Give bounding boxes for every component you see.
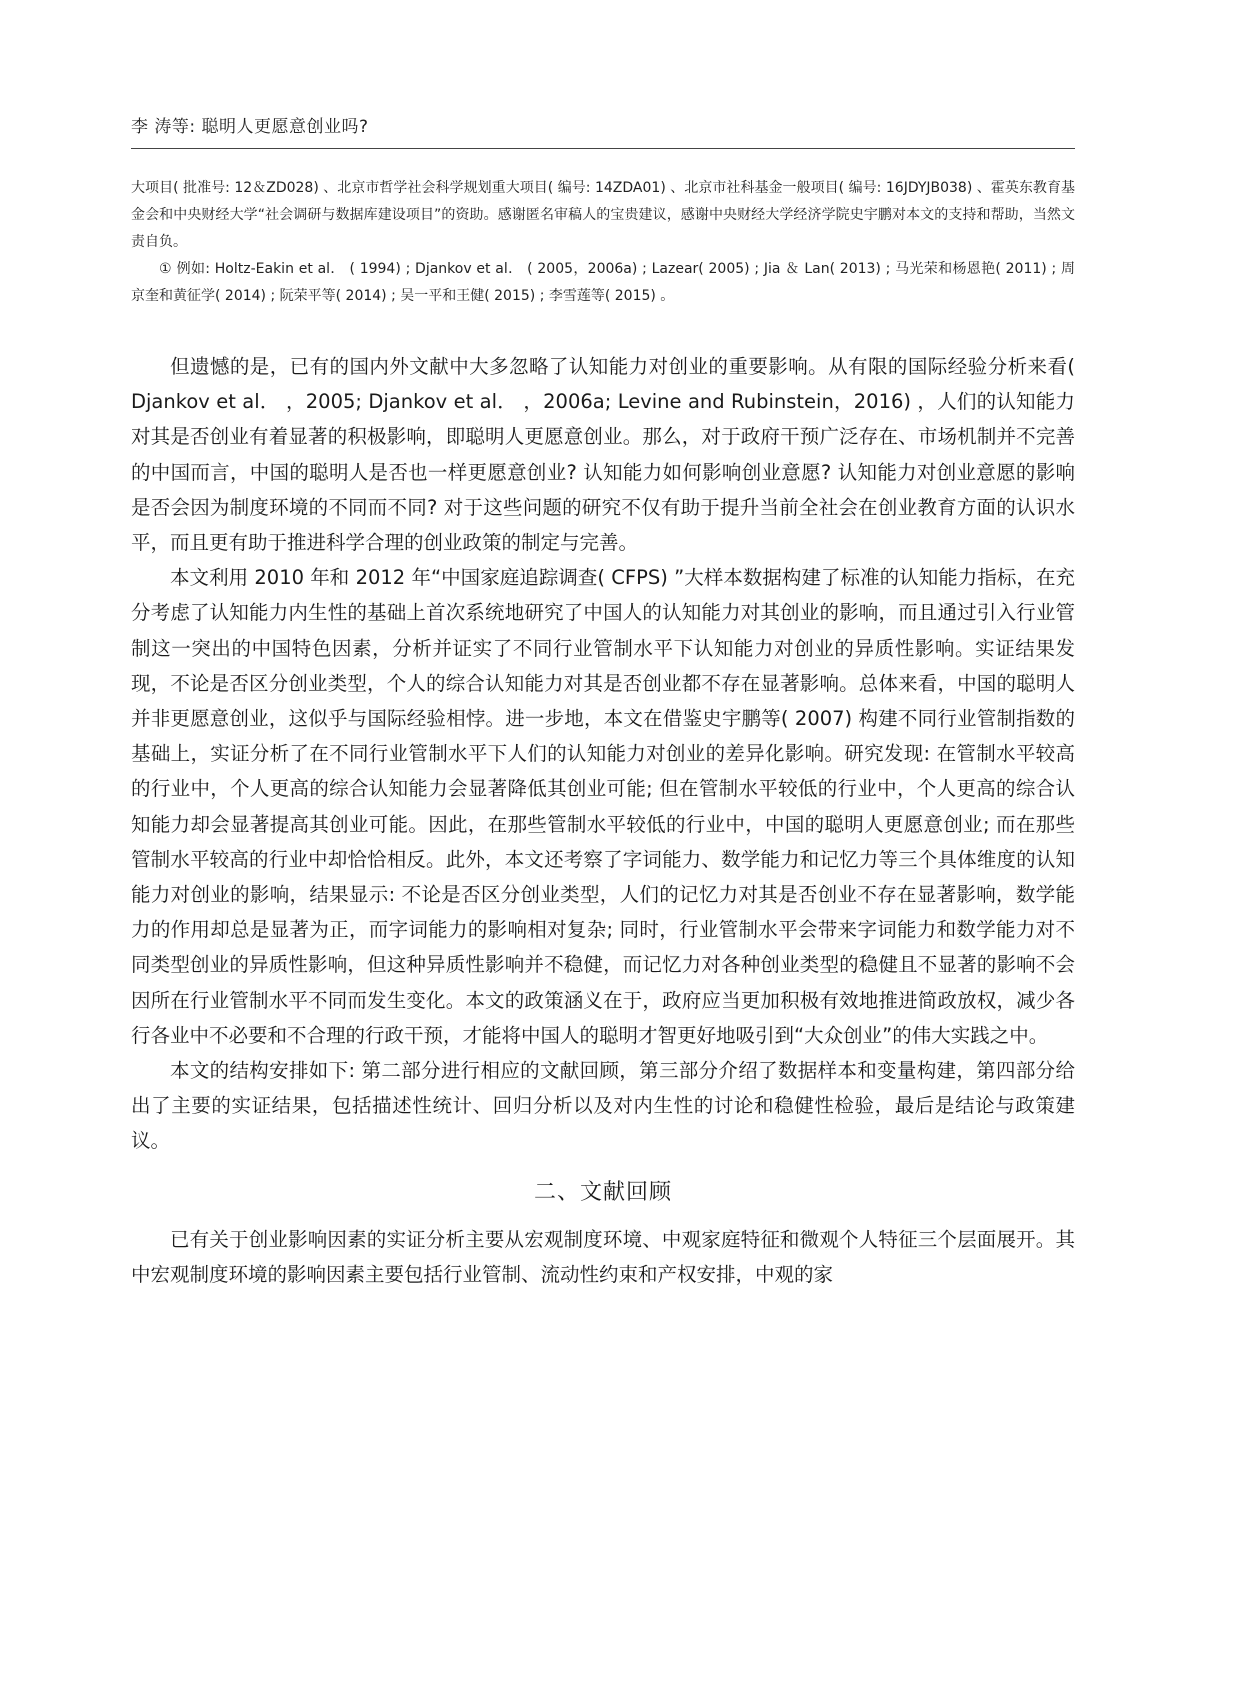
footnote-1: ① 例如: Holtz-Eakin et al． ( 1994) ; Djankov et al． ( 2005，2006a) ; Lazear( 2005) ; Jia ＆ Lan( 2013) ; 马光荣和杨恩艳( 2011) ; 周京奎和黄征学( 2014) ; 阮荣平等( 2014) ; 吴一平和王健( 2015) ; 李雪莲等( 2015) 。: [131, 261, 1075, 304]
paragraph-4: 已有关于创业影响因素的实证分析主要从宏观制度环境、中观家庭特征和微观个人特征三个层面展开。其中宏观制度环境的影响因素主要包括行业管制、流动性约束和产权安排，中观的家: [131, 1227, 1075, 1287]
footnotes: [131, 175, 1075, 310]
running-header: 李 涛等: 聪明人更愿意创业吗?: [131, 117, 369, 137]
header-rule: [131, 148, 1075, 149]
paragraph-2: 本文利用 2010 年和 2012 年“中国家庭追踪调查( CFPS) ”大样本数据构建了标准的认知能力指标，在充分考虑了认知能力内生性的基础上首次系统地研究了中国人的认知能力对其创业的影响，而且通过引入行业管制这一突出的中国特色因素，分析并证实了不同行业管制水平下认知能力对创业的异质性影响。实证结果发现，不论是否区分创业类型，个人的综合认知能力对其是否创业都不存在显著影响。总体来看，中国的聪明人并非更愿意创业，这似乎与国际经验相悖。进一步地，本文在借鉴史宇鹏等( 2007) 构建不同行业管制指数的基础上，实证分析了在不同行业管制水平下人们的认知能力对创业的差异化影响。研究发现: 在管制水平较高的行业中，个人更高的综合认知能力会显著降低其创业可能; 但在管制水平较低的行业中，个人更高的综合认知能力却会显著提高其创业可能。因此，在那些管制水平较低的行业中，中国的聪明人更愿意创业; 而在那些管制水平较高的行业中却恰恰相反。此外，本文还考察了字词能力、数学能力和记忆力等三个具体维度的认知能力对创业的影响，结果显示: 不论是否区分创业类型，人们的记忆力对其是否创业不存在显著影响，数学能力的作用却总是显著为正，而字词能力的影响相对复杂; 同时，行业管制水平会带来字词能力和数学能力对不同类型创业的异质性影响，但这种异质性影响并不稳健，而记忆力对各种创业类型的稳健且不显著的影响不会因所在行业管制水平不同而发生变化。本文的政策涵义在于，政府应当更加积极有效地推进简政放权，减少各行各业中不必要和不合理的行政干预，才能将中国人的聪明才智更好地吸引到“大众创业”的伟大实践之中。: [131, 566, 1075, 1047]
section-title: 二、文献回顾: [533, 1179, 672, 1205]
paragraph-1: 但遗憾的是，已有的国内外文献中大多忽略了认知能力对创业的重要影响。从有限的国际经验分析来看( Djankov et al． ，2005; Djankov et al． ，2006a; Levine and Rubinstein，2016) ，人们的认知能力对其是否创业有着显著的积极影响，即聪明人更愿意创业。那么，对于政府干预广泛存在、市场机制并不完善的中国而言，中国的聪明人是否也一样更愿意创业? 认知能力如何影响创业意愿? 认知能力对创业意愿的影响是否会因为制度环境的不同而不同? 对于这些问题的研究不仅有助于提升当前全社会在创业教育方面的认识水平，而且更有助于推进科学合理的创业政策的制定与完善。: [131, 355, 1075, 555]
main-text: [131, 349, 1075, 1292]
funding-footnote: 大项目( 批准号: 12＆ZD028) 、北京市哲学社会科学规划重大项目( 编号: 14ZDA01) 、北京市社科基金一般项目( 编号: 16JDYJB038) 、霍英东教育基金会和中央财经大学“社会调研与数据库建设项目”的资助。感谢匿名审稿人的宝贵建议，感谢中央财经大学经济学院史宇鹏对本文的支持和帮助，当然文责自负。: [131, 180, 1075, 250]
paragraph-3: 本文的结构安排如下: 第二部分进行相应的文献回顾，第三部分介绍了数据样本和变量构建，第四部分给出了主要的实证结果，包括描述性统计、回归分析以及对内生性的讨论和稳健性检验，最后是结论与政策建议。: [131, 1059, 1075, 1153]
